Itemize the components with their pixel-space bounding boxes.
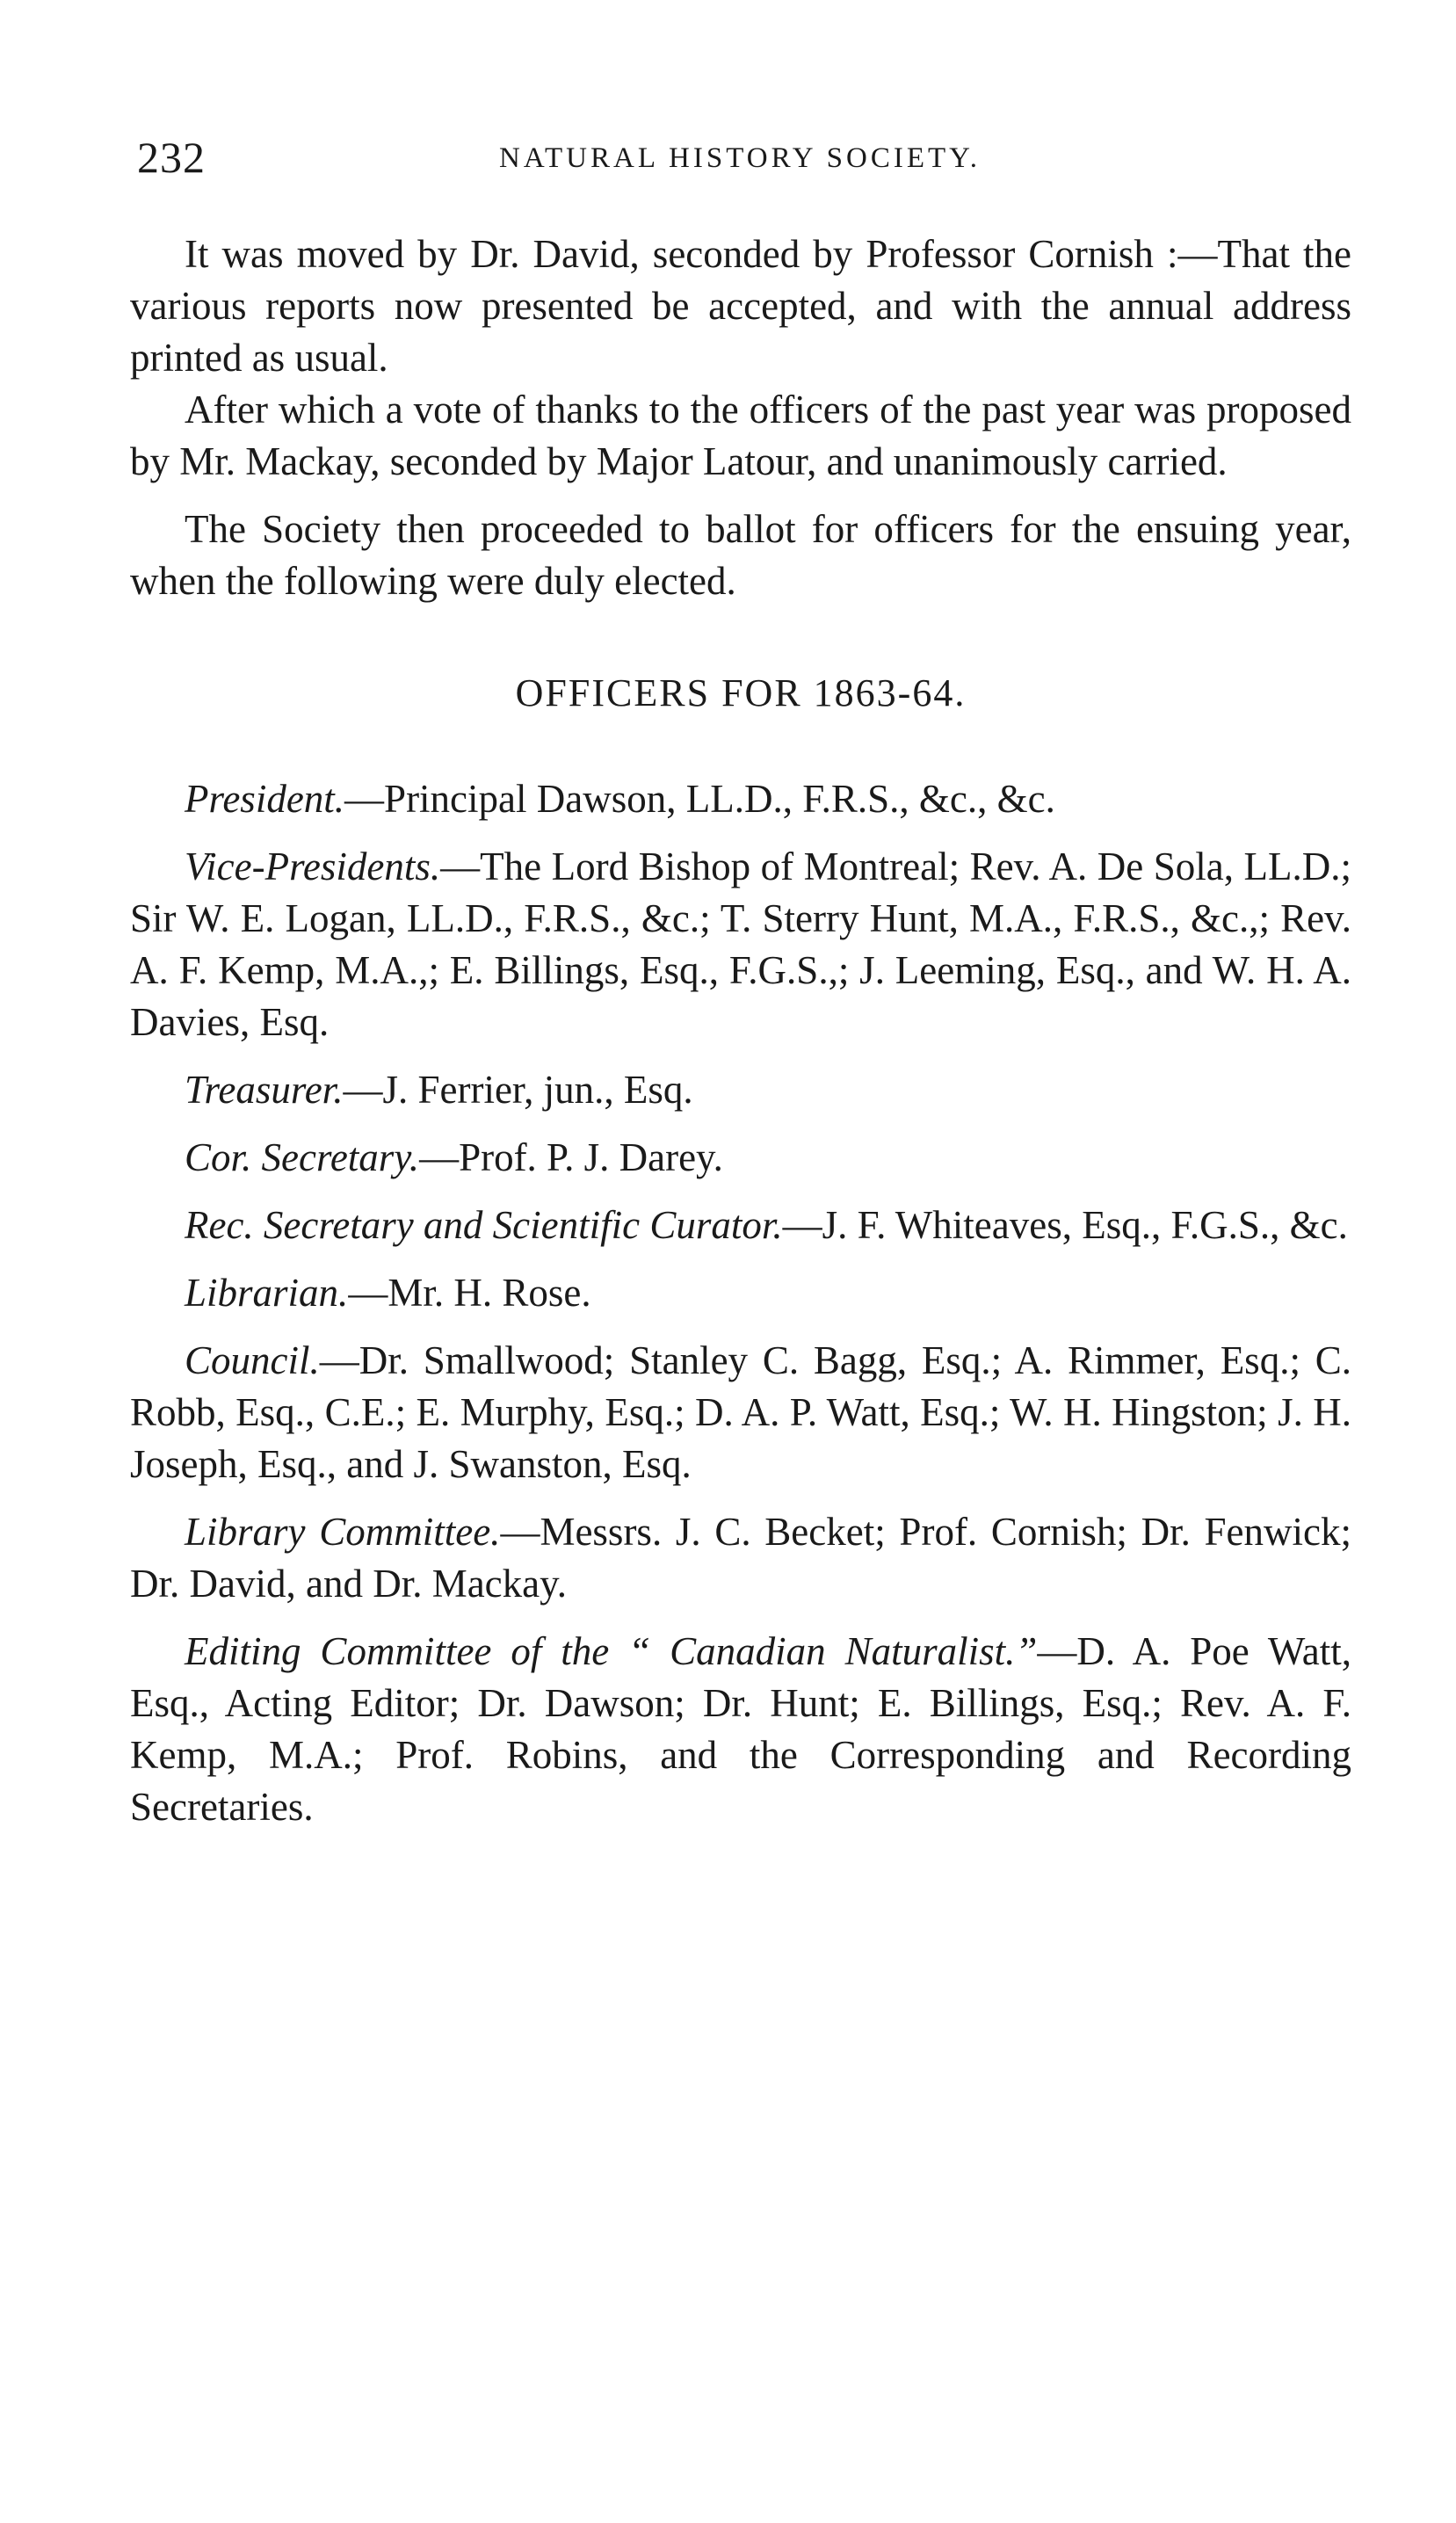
officer-role: Rec. Secretary and Scientific Curator. [185,1203,783,1247]
officer-role: Editing Committee of the “ Canadian Naturalist.” [185,1629,1038,1673]
officers-heading: OFFICERS FOR 1863-64. [515,671,967,714]
officer-names: —D. A. Poe Watt, Esq., Acting Editor; Dr. Dawson; Dr. Hunt; E. Billings, Esq.; Rev. A. F. Kemp, M.A.; Prof. Robins, and the Corresponding and Recording Secretaries. [130,1629,1352,1829]
officer-names: —J. Ferrier, jun., Esq. [343,1068,693,1112]
officer-role: Vice-Presidents. [185,845,441,888]
officer-names: —The Lord Bishop of Montreal; Rev. A. De Sola, LL.D.; Sir W. E. Logan, LL.D., F.R.S., &c.; T. Sterry Hunt, M.A., F.R.S., &c.,; Rev. A. F. Kemp, M.A.,; E. Billings, Esq., F.G.S.,; J. Leeming, Esq., and W. H. A. Davies, Esq. [130,845,1351,1044]
officer-entry [130,1267,1351,1319]
body-paragraph: It was moved by Dr. David, seconded by Professor Cornish :—That the various reports now presented be accepted, and with the annual address printed as usual. [130,232,1351,380]
officer-role: Library Committee. [185,1510,501,1554]
officer-names: —Messrs. J. C. Becket; Prof. Cornish; Dr. Fenwick; Dr. David, and Dr. Mackay. [130,1510,1351,1606]
officer-names: —Dr. Smallwood; Stanley C. Bagg, Esq.; A. Rimmer, Esq.; C. Robb, Esq., C.E.; E. Murphy, Esq.; D. A. P. Watt, Esq.; W. H. Hingston; J. H. Joseph, Esq., and J. Swanston, Esq. [130,1338,1351,1486]
officer-entry [130,773,1351,825]
running-head [130,132,1351,193]
officer-names: —J. F. Whiteaves, Esq., F.G.S., &c. [782,1203,1348,1247]
body-paragraph: The Society then proceeded to ballot for officers for the ensuing year, when the following were duly elected. [130,507,1351,603]
officer-entry [130,841,1351,1048]
officer-entry [130,1506,1351,1610]
officer-names: —Prof. P. J. Darey. [419,1135,723,1179]
officer-role: Treasurer. [185,1068,344,1112]
book-page [130,132,1351,1849]
officer-role: Librarian. [185,1271,349,1315]
officer-entry [130,1200,1351,1251]
officer-entry [130,1132,1351,1184]
officer-role: Cor. Secretary. [185,1135,420,1179]
body-paragraph: After which a vote of thanks to the officers of the past year was proposed by Mr. Mackay, seconded by Major Latour, and unanimously carried. [130,388,1351,483]
officer-entry [130,1335,1351,1490]
officer-entry [130,1064,1351,1116]
officer-names: —Mr. H. Rose. [348,1271,591,1315]
officer-entry [130,1626,1351,1833]
running-title: NATURAL HISTORY SOCIETY. [499,142,981,174]
page-number: 232 [137,133,206,182]
officer-role: President. [185,777,345,821]
officer-names: —Principal Dawson, LL.D., F.R.S., &c., &c. [344,777,1055,821]
officer-role: Council. [185,1338,320,1382]
